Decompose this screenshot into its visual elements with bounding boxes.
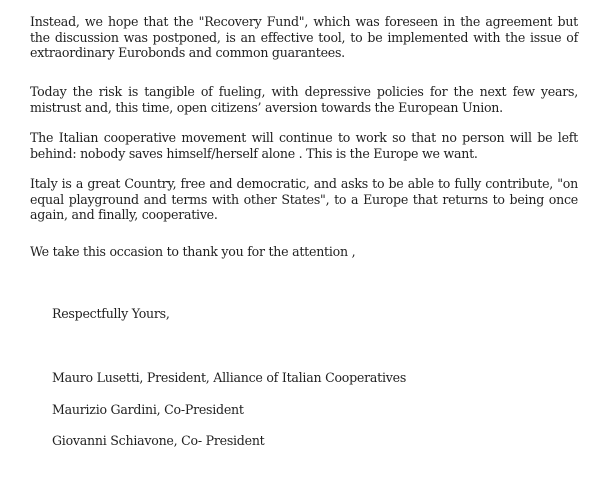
paragraph-cooperative-movement: The Italian cooperative movement will continue to work so that no person will be left behind: nobody saves himself/herself alone . This is the Europe we want. — [30, 130, 578, 161]
closing-salutation: Respectfully Yours, — [52, 306, 170, 321]
paragraph-risk: Today the risk is tangible of fueling, with depressive policies for the next few years, mistrust and, this time, open citizens’ aversion towards the European Union. — [30, 84, 578, 115]
signatory-3: Giovanni Schiavone, Co- President — [52, 433, 265, 448]
paragraph-recovery-fund: Instead, we hope that the "Recovery Fund", which was foreseen in the agreement but the discussion was postponed, is an effective tool, to be implemented with the issue of extraordinary Eurobonds and common guarantees. — [30, 14, 578, 61]
signatory-2: Maurizio Gardini, Co-President — [52, 402, 244, 417]
paragraph-thanks: We take this occasion to thank you for the attention , — [30, 244, 356, 259]
paragraph-italy: Italy is a great Country, free and democratic, and asks to be able to fully contribute, "on equal playground and terms with other States", to a Europe that returns to being once again, and finally, cooperative. — [30, 176, 578, 223]
signatory-1: Mauro Lusetti, President, Alliance of Italian Cooperatives — [52, 370, 407, 385]
